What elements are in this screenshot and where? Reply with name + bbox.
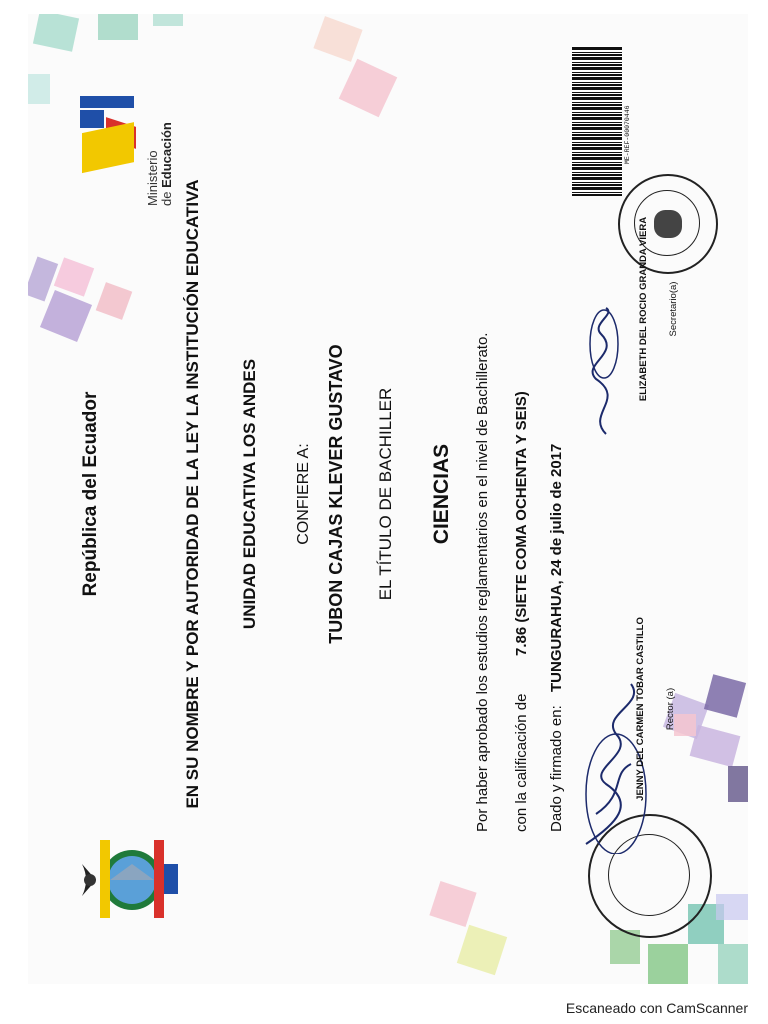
barcode-number: ME-REF-00070446	[624, 105, 631, 164]
studies-statement: Por haber aprobado los estudios reglamentarios en el nivel de Bachillerato.	[474, 332, 491, 832]
certificate-sheet	[28, 14, 748, 984]
signed-value: TUNGURAHUA, 24 de julio de 2017	[548, 443, 565, 692]
grade-value: 7.86 (SIETE COMA OCHENTA Y SEIS)	[513, 391, 530, 656]
signed-line	[548, 412, 565, 832]
secretary-role: Secretario(a)	[668, 281, 679, 337]
ministry-line1: Ministerio	[145, 150, 160, 206]
signed-label: Dado y firmado en:	[548, 705, 565, 832]
scanner-watermark: Escaneado con CamScanner	[565, 1000, 748, 1016]
authority-statement: EN SU NOMBRE Y POR AUTORIDAD DE LA LEY LA INSTITUCIÓN EDUCATIVA	[183, 179, 202, 809]
institution-name: UNIDAD EDUCATIVA LOS ANDES	[240, 358, 259, 630]
rector-role: Rector (a)	[665, 687, 676, 731]
rector-name: JENNY DEL CARMEN TOBAR CASTILLO	[635, 617, 646, 801]
degree-title: EL TÍTULO DE BACHILLER	[376, 387, 395, 601]
secretary-name: ELIZABETH DEL ROCIO GRANDA VIERA	[638, 216, 649, 402]
ministry-line2: de Educación	[159, 122, 174, 206]
student-name: TUBON CAJAS KLEVER GUSTAVO	[326, 344, 346, 644]
country-heading: República del Ecuador	[80, 391, 101, 597]
specialty: CIENCIAS	[430, 443, 453, 545]
confers-label: CONFIERE A:	[295, 443, 312, 545]
grade-label: con la calificación de	[513, 693, 530, 832]
grade-line	[513, 391, 530, 832]
certificate-body	[28, 14, 748, 974]
